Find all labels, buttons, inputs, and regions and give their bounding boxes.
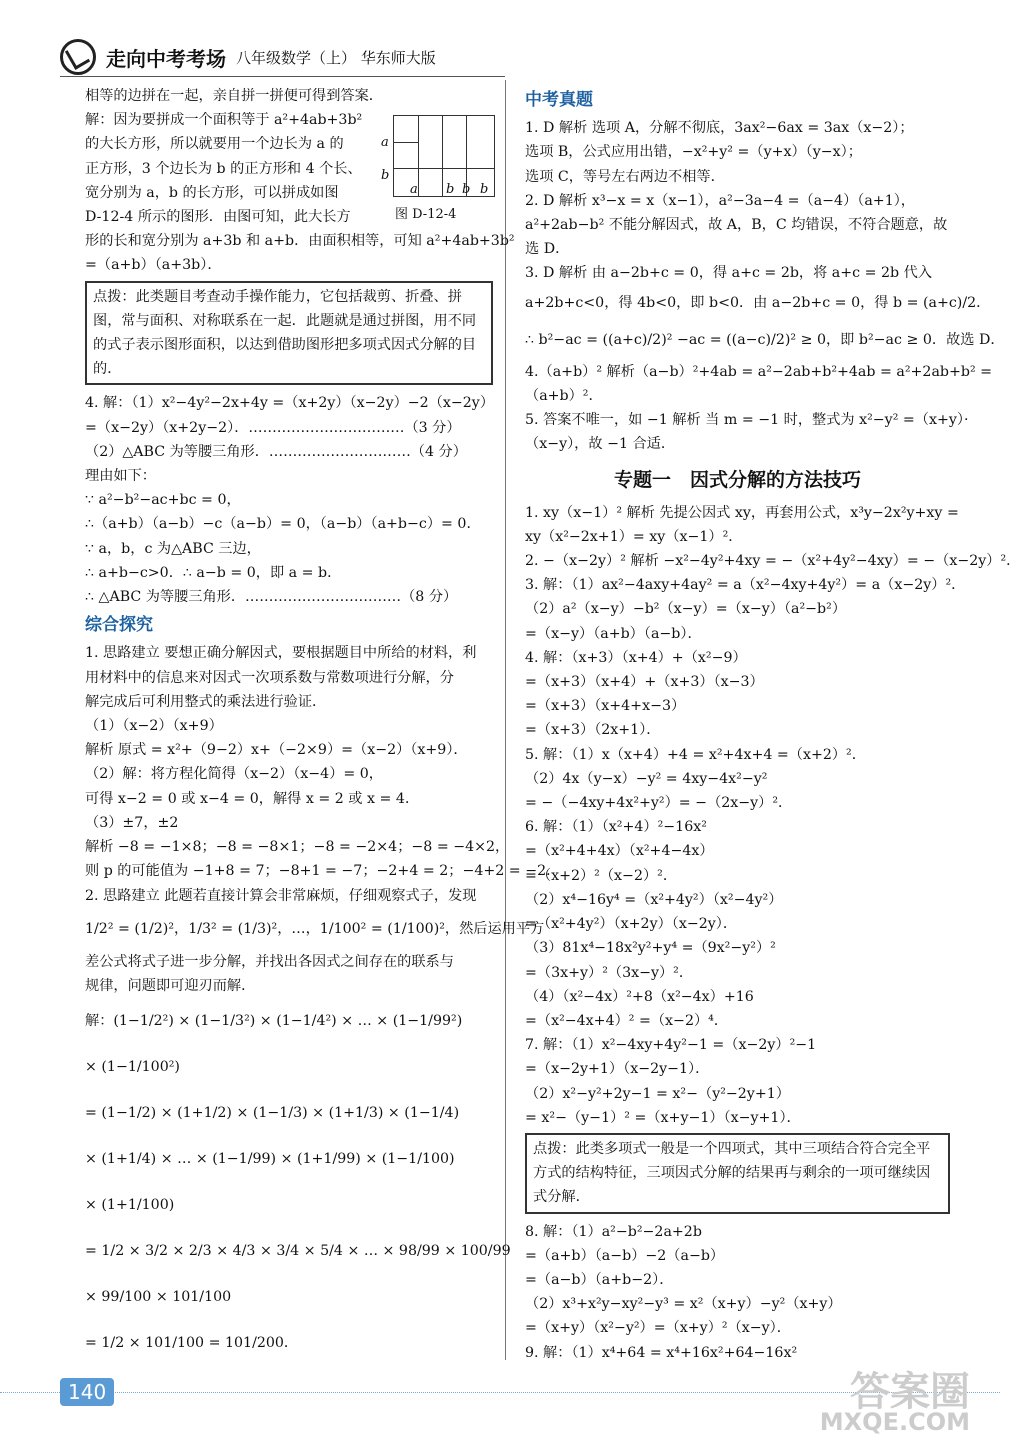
section-heading: 中考真题 [525, 90, 593, 110]
text-line: （3）81x⁴−18x²y²+y⁴ =（9x²−y²）² [525, 940, 776, 957]
text-line: =（x²−4x+4）² =（x−2）⁴． [525, 1012, 729, 1029]
text-line: × (1+1/4) × … × (1−1/99) × (1+1/99) × (1−1/100) [85, 1151, 455, 1168]
text-line: （a+b）²． [525, 387, 603, 404]
text-line: =（x−2y+1）（x−2y−1）． [525, 1061, 710, 1078]
header-divider [60, 76, 505, 77]
text-line: （3）±7，±2 [85, 814, 179, 831]
text-line: 5. 答案不唯一，如 −1 解析 当 m = −1 时，整式为 x²−y² =（x+y）· [525, 412, 969, 429]
text-line: =（x²+4+4x）（x²+4−4x） [525, 843, 714, 860]
text-line: =（x+3）（x+4+x−3） [525, 698, 686, 715]
text-line: 5. 解：（1）x（x+4）+4 = x²+4x+4 =（x+2）²． [525, 746, 866, 763]
text-line: ∵ a，b，c 为△ABC 三边， [85, 540, 261, 557]
figure-bottom-label-a: a [410, 182, 418, 197]
text-line: 规律，问题即可迎刃而解． [85, 977, 256, 994]
text-line: （2）4x（y−x）−y² = 4xy−4x²−y² [525, 770, 768, 787]
figure-side-label-b: b [381, 168, 390, 183]
text-line: × (1+1/100) [85, 1197, 175, 1214]
text-line: = 1/2 × 3/2 × 2/3 × 4/3 × 3/4 × 5/4 × … × 98/99 × 100/99 [85, 1243, 511, 1260]
figure-bottom-label-b: b [462, 182, 471, 197]
watermark-url: MXQE.COM [819, 1408, 970, 1436]
text-line: ∴ a+b−c>0．∴ a−b = 0，即 a = b． [85, 564, 342, 581]
text-line: = −（−4xy+4x²+y²）= −（2x−y）²． [525, 795, 793, 812]
text-line: （2）x³+x²y−xy²−y³ = x²（x+y）−y²（x+y） [525, 1296, 842, 1313]
text-line: 相等的边拼在一起，亲自拼一拼便可得到答案． [85, 88, 383, 104]
text-line: 选项 C，等号左右两边不相等． [525, 168, 725, 185]
text-line: 差公式将式子进一步分解，并找出各因式之间存在的联系与 [85, 953, 454, 970]
text-line: = x²−（y−1）² =（x+y−1）（x−y+1）． [525, 1109, 801, 1126]
text-line: =（a−b）（a+b−2）． [525, 1271, 674, 1288]
text-line: 1. D 解析 选项 A，分解不彻底，3ax²−6ax = 3ax（x−2）； [525, 120, 914, 137]
text-line: 6. 解：（1）（x²+4）²−16x² [525, 819, 707, 836]
text-line: 8. 解：（1）a²−b²−2a+2b [525, 1223, 702, 1240]
text-line: 的大长方形，所以就要用一个边长为 a 的 [85, 136, 344, 153]
text-line: （x−y），故 −1 合适． [525, 436, 676, 453]
page-number: 140 [60, 1378, 114, 1406]
tip-box [85, 281, 493, 386]
brand-title: 走向中考考场 [106, 46, 226, 71]
watermark-mark: 答案圈 [850, 1369, 970, 1415]
text-line: =（x²+4y²）（x+2y）（x−2y）． [525, 916, 738, 933]
tip-text: 点拨：此类题目考查动手操作能力，它包括裁剪、折叠、拼图，常与面积、对称联系在一起．此题就是通过拼图，用不同的式子表示图形面积，以达到借助图形把多项式因式分解的目的． [93, 288, 477, 378]
text-line: 解：因为要拼成一个面积等于 a²+4ab+3b² [85, 112, 363, 129]
figure-side-label-a: a [381, 135, 389, 150]
page-footer [60, 1378, 114, 1406]
text-line: 2. 思路建立 此题若直接计算会非常麻烦，仔细观察式子，发现 [85, 887, 477, 904]
text-line: 7. 解：（1）x²−4xy+4y²−1 =（x−2y）²−1 [525, 1037, 817, 1054]
text-line: 用材料中的信息来对因式一次项系数与常数项进行分解，分 [85, 669, 454, 686]
figure-bottom-label-b: b [480, 182, 489, 197]
tip-text: 点拨：此类多项式一般是一个四项式，其中三项结合符合完全平方式的结构特征，三项因式分解的结果再与剩余的一项可继续因式分解． [533, 1140, 931, 1206]
text-line: =（x+3）（2x+1）． [525, 722, 661, 739]
text-line: （2）x²−y²+2y−1 = x²−（y²−2y+1） [525, 1085, 790, 1102]
text-line: 解完成后可利用整式的乘法进行验证． [85, 693, 327, 710]
text-line: 1/2² = (1/2)²，1/3² = (1/3)²，…，1/100² = (1/100)²，然后运用平方 [85, 920, 545, 937]
text-line: =（x+2）²（x−2）²． [525, 867, 678, 884]
text-line: 2. D 解析 x³−x = x（x−1），a²−3a−4 =（a−4）（a+1）， [525, 192, 915, 209]
column-divider [505, 80, 506, 1360]
right-column [525, 84, 1020, 1365]
text-line: = 1/2 × 101/100 = 101/200． [85, 1335, 299, 1352]
figure-bottom-label-b: b [446, 182, 455, 197]
text-line: ∴（a+b）（a−b）−c（a−b）= 0，（a−b）（a+b−c）= 0． [85, 516, 481, 533]
text-line: a²+2ab−b² 不能分解因式，故 A，B，C 均错误，不符合题意，故 [525, 217, 948, 234]
text-line: 3. D 解析 由 a−2b+c = 0，得 a+c = 2b，将 a+c = 2b 代入 [525, 265, 933, 282]
text-line: 3. 解：（1）ax²−4axy+4ay² = a（x²−4xy+4y²）= a（x−2y）²． [525, 577, 966, 594]
text-line: 选 D． [525, 241, 570, 258]
text-line: 4.（a+b）² 解析（a−b）²+4ab = a²−2ab+b²+4ab = a²+2ab+b² = [525, 363, 993, 380]
text-line: （2）a²（x−y）−b²（x−y）=（x−y）（a²−b²） [525, 601, 847, 618]
text-line: 形的长和宽分别为 a+3b 和 a+b．由面积相等，可知 a²+4ab+3b² [85, 233, 515, 250]
text-line: 可得 x−2 = 0 或 x−4 = 0，解得 x = 2 或 x = 4． [85, 790, 420, 807]
text-line: 选项 B，公式应用出错，−x²+y² =（y+x）（y−x）； [525, 144, 862, 161]
text-line: 解：(1−1/2²) × (1−1/3²) × (1−1/4²) × … × (1−1/99²) [85, 1013, 463, 1030]
text-line: =（x+y）（x²−y²）=（x+y）²（x−y）． [525, 1320, 791, 1337]
text-line: 宽分别为 a，b 的长方形，可以拼成如图 [85, 184, 339, 201]
section-heading: 综合探究 [85, 615, 153, 636]
text-line: =（x+3）（x+4）+（x+3）（x−3） [525, 674, 764, 691]
text-line: =（x−2y）（x+2y−2）．……………………………（3 分） [85, 419, 461, 436]
text-line: =（a+b）（a+3b）． [85, 257, 222, 274]
text-line: （2）△ABC 为等腰三角形．…………………………（4 分） [85, 443, 467, 460]
text-line: 解析 原式 = x²+（9−2）x+（−2×9）=（x−2）（x+9）． [85, 742, 468, 759]
text-line: 正方形，3 个边长为 b 的正方形和 4 个长、 [85, 160, 362, 177]
text-line: =（a+b）（a−b）−2（a−b） [525, 1247, 725, 1264]
tip-box [525, 1133, 950, 1214]
text-line: 4. 解：（1）x²−4y²−2x+4y =（x+2y）（x−2y）−2（x−2y） [85, 395, 495, 412]
text-line: （1）（x−2）（x+9） [85, 718, 223, 735]
text-line: 9. 解：（1）x⁴+64 = x⁴+16x²+64−16x² [525, 1344, 798, 1361]
text-line: =（3x+y）²（3x−y）²． [525, 964, 694, 981]
text-line: × 99/100 × 101/100 [85, 1289, 232, 1306]
text-line: （4）（x²−4x）²+8（x²−4x）+16 [525, 988, 754, 1005]
text-line: 4. 解：（x+3）（x+4）+（x²−9） [525, 649, 747, 666]
text-line: 1. xy（x−1）² 解析 先提公因式 xy，再套用公式，x³y−2x²y+xy = [525, 504, 959, 521]
text-line: = (1−1/2) × (1+1/2) × (1−1/3) × (1+1/3) × (1−1/4) [85, 1105, 460, 1122]
text-line: 2. −（x−2y）² 解析 −x²−4y²+4xy = −（x²+4y²−4xy）= −（x−2y）²． [525, 553, 1020, 570]
text-line: =（x−y）（a+b）（a−b）． [525, 625, 702, 642]
text-line: ∴ △ABC 为等腰三角形．……………………………（8 分） [85, 589, 458, 606]
brand-logo-icon [60, 39, 96, 75]
text-line: 理由如下： [85, 468, 156, 485]
text-line: D-12-4 所示的图形．由图可知，此大长方 [85, 209, 351, 226]
text-line: × (1−1/100²) [85, 1059, 180, 1076]
page-header [60, 40, 530, 74]
text-line: ∴ b²−ac = ((a+c)/2)² −ac = ((a−c)/2)² ≥ 0，即 b²−ac ≥ 0．故选 D． [525, 331, 1005, 348]
text-line: xy（x²−2x+1）= xy（x−1）²． [525, 528, 743, 545]
text-line: ∵ a²−b²−ac+bc = 0， [85, 492, 241, 509]
text-line: 解析 −8 = −1×8；−8 = −8×1；−8 = −2×4；−8 = −4×2， [85, 839, 510, 856]
text-line: a+2b+c<0，得 4b<0，即 b<0．由 a−2b+c = 0，得 b = (a+c)/2． [525, 294, 991, 311]
text-line: 1. 思路建立 要想正确分解因式，要根据题目中所给的材料，利 [85, 645, 477, 662]
topic-title: 专题一 因式分解的方法技巧 [613, 469, 861, 492]
text-line: （2）解：将方程化简得（x−2）（x−4）= 0， [85, 766, 383, 783]
text-line: （2）x⁴−16y⁴ =（x²+4y²）（x²−4y²） [525, 891, 783, 908]
figure-caption: 图 D-12-4 [395, 207, 457, 222]
book-info: 八年级数学（上） 华东师大版 [236, 48, 436, 67]
text-line: 则 p 的可能值为 −1+8 = 7；−8+1 = −7；−2+4 = 2；−4+2 = −2． [85, 863, 561, 880]
